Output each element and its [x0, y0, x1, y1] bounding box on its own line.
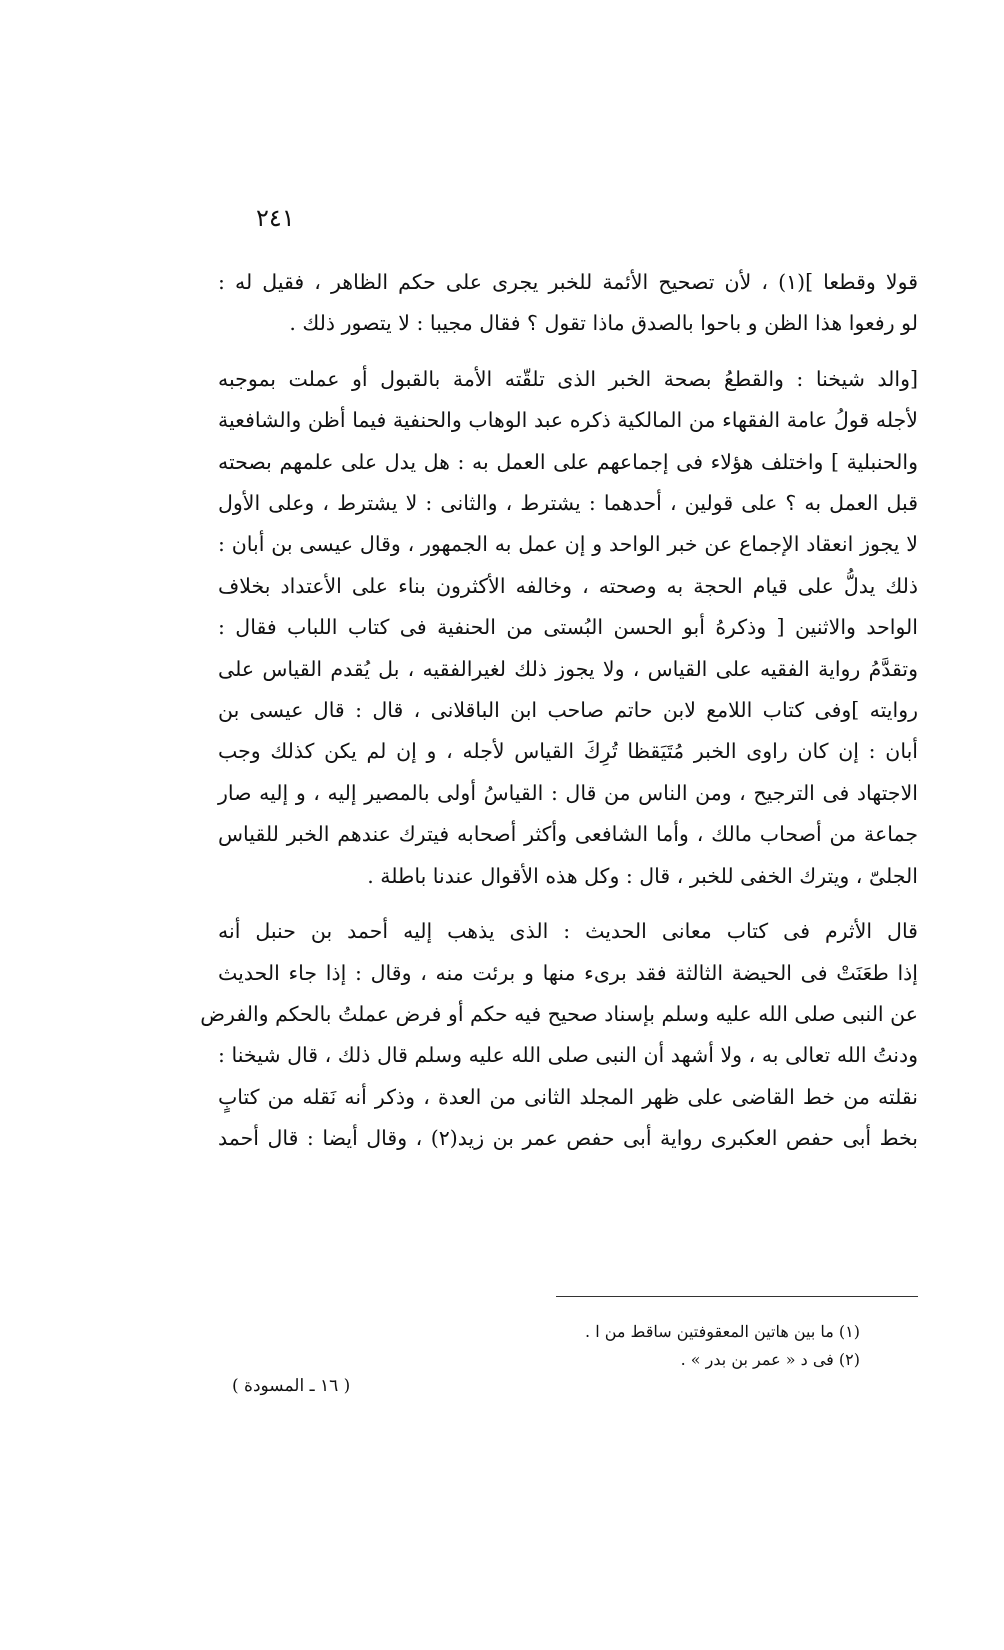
text-line: إذا طعَنَتْ فى الحيضة الثالثة فقد برىء منها و برئت منه ، وقال : إذا جاء الحديث	[218, 960, 918, 985]
text-line: لأجله قولُ عامة الفقهاء من المالكية ذكره عبد الوهاب والحنفية فيما أظن والشافعية	[218, 408, 918, 433]
text-line: جماعة من أصحاب مالك ، وأما الشافعى وأكثر أصحابه فيترك عندهم الخبر للقياس	[218, 822, 918, 847]
body-text	[200, 262, 919, 1160]
text-line: عن النبى صلى الله عليه وسلم بإسناد صحيح فيه حكم أو فرض عملتُ بالحكم والفرض	[200, 1001, 918, 1026]
paragraph-2	[218, 359, 918, 897]
text-line: وتقدَّمُ رواية الفقيه على القياس ، ولا يجوز ذلك لغيرالفقيه ، بل يُقدم القياس على	[218, 656, 918, 681]
text-line: قولا وقطعا ](١) ، لأن تصحيح الأئمة للخبر يجرى على حكم الظاهر ، فقيل له :	[218, 270, 918, 294]
text-line: ذلك يدلُّ على قيام الحجة به وصحته ، وخالفه الأكثرون بناء على الأعتداد بخلاف	[218, 573, 918, 598]
text-line: قال الأثرم فى كتاب معانى الحديث : الذى يذهب إليه أحمد بن حنبل أنه	[218, 919, 918, 944]
text-line: لو رفعوا هذا الظن و باحوا بالصدق ماذا تقول ؟ فقال مجيبا : لا يتصور ذلك .	[289, 311, 918, 336]
footnote-2: (٢) فى د « عمر بن بدر » .	[680, 1350, 860, 1369]
text-line: ودنتُ الله تعالى به ، ولا أشهد أن النبى صلى الله عليه وسلم قال ذلك ، قال شيخنا :	[218, 1043, 918, 1068]
paragraph-3	[200, 911, 918, 1159]
text-line: [والد شيخنا : والقطعُ بصحة الخبر الذى تلقّته الأمة بالقبول أو عملت بموجبه	[218, 366, 918, 391]
footnote-divider	[556, 1296, 918, 1297]
text-line: الاجتهاد فى الترجيح ، ومن الناس من قال : القياسُ أولى بالمصير إليه ، و إليه صار	[218, 780, 918, 805]
text-line: لا يجوز انعقاد الإجماع عن خبر الواحد و إن عمل به الجمهور ، وقال عيسى بن أبان :	[218, 532, 919, 557]
signature-mark: ( ١٦ ـ المسودة )	[232, 1376, 351, 1396]
paragraph-1	[218, 262, 918, 345]
footnote-1: (١) ما بين هاتين المعقوفتين ساقط من ا .	[585, 1322, 860, 1341]
text-line: الجلىّ ، ويترك الخفى للخبر ، قال : وكل هذه الأقوال عندنا باطلة .	[367, 863, 918, 888]
text-line: روايته ]وفى كتاب اللامع لابن حاتم صاحب ابن الباقلانى ، قال : قال عيسى بن	[218, 698, 918, 723]
page-number: ٢٤١	[256, 204, 295, 232]
footnotes	[540, 1318, 860, 1374]
text-line: أبان : إن كان راوى الخبر مُتَيَقظا تُرِكَ القياس لأجله ، و إن لم يكن كذلك وجب	[218, 739, 918, 764]
text-line: الواحد والاثنين [ وذكرهُ أبو الحسن البُستى من الحنفية فى كتاب اللباب فقال :	[218, 615, 918, 640]
text-line: والحنبلية ] واختلف هؤلاء فى إجماعهم على العمل به : هل يدل على علمهم بصحته	[218, 449, 918, 474]
text-line: بخط أبى حفص العكبرى رواية أبى حفص عمر بن زيد(٢) ، وقال أيضا : قال أحمد	[218, 1126, 918, 1151]
text-line: نقلته من خط القاضى على ظهر المجلد الثانى من العدة ، وذكر أنه نَقله من كتابٍ	[218, 1084, 918, 1109]
text-line: قبل العمل به ؟ على قولين ، أحدهما : يشترط ، والثانى : لا يشترط ، وعلى الأول	[218, 491, 918, 516]
